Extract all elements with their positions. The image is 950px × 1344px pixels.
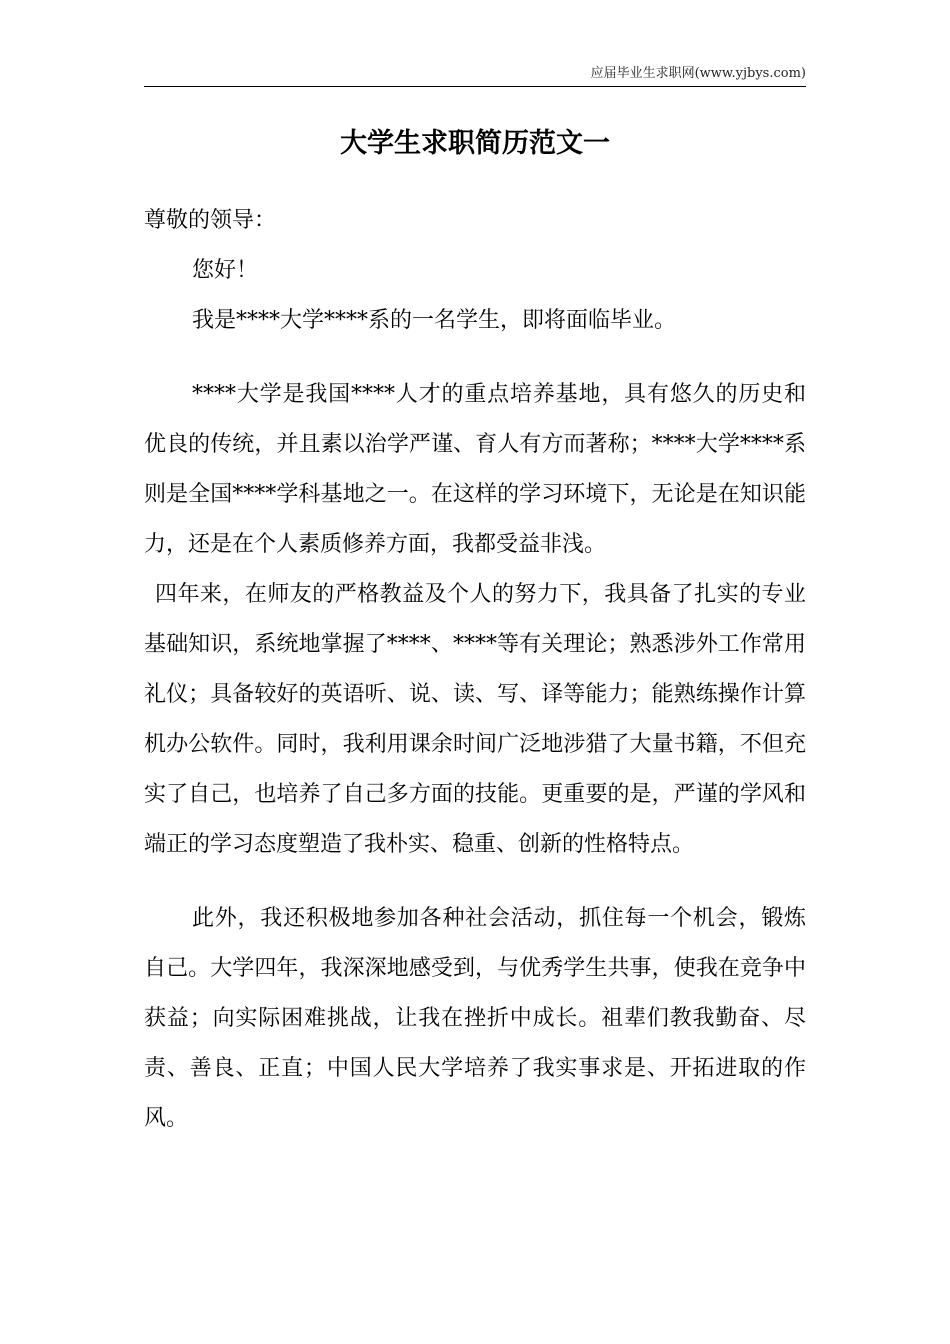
paragraph-spacer <box>144 346 806 370</box>
paragraph-skills: 四年来，在师友的严格教益及个人的努力下，我具备了扎实的专业基础知识，系统地掌握了****、****等有关理论；熟悉涉外工作常用礼仪；具备较好的英语听、说、读、写、译等能力；能熟练操作计算机办公软件。同时，我利用课余时间广泛地涉猎了大量书籍，不但充实了自己，也培养了自己多方面的技能。更重要的是，严谨的学风和端正的学习态度塑造了我朴实、稳重、创新的性格特点。 <box>144 582 806 857</box>
document-title: 大学生求职简历范文一 <box>340 128 610 159</box>
header-divider <box>144 86 806 87</box>
paragraph-activities: 此外，我还积极地参加各种社会活动，抓住每一个机会，锻炼自己。大学四年，我深深地感受到，与优秀学生共事，使我在竞争中获益；向实际困难挑战，让我在挫折中成长。祖辈们教我勤奋、尽责、善良、正直；中国人民大学培养了我实事求是、开拓进取的作风。 <box>144 906 806 1131</box>
header-site-text: 应届毕业生求职网(www.yjbys.com) <box>590 66 806 81</box>
document-body <box>144 196 806 1144</box>
paragraph-spacer <box>144 870 806 894</box>
paragraph-university: ****大学是我国****人才的重点培养基地，具有悠久的历史和优良的传统，并且素以治学严谨、育人有方而著称；****大学****系则是全国****学科基地之一。在这样的学习环境下，无论是在知识能力，还是在个人素质修养方面，我都受益非浅。 <box>144 382 806 557</box>
salutation: 尊敬的领导： <box>144 208 277 233</box>
greeting: 您好！ <box>192 258 259 283</box>
paragraph-intro: 我是****大学****系的一名学生，即将面临毕业。 <box>192 308 677 333</box>
